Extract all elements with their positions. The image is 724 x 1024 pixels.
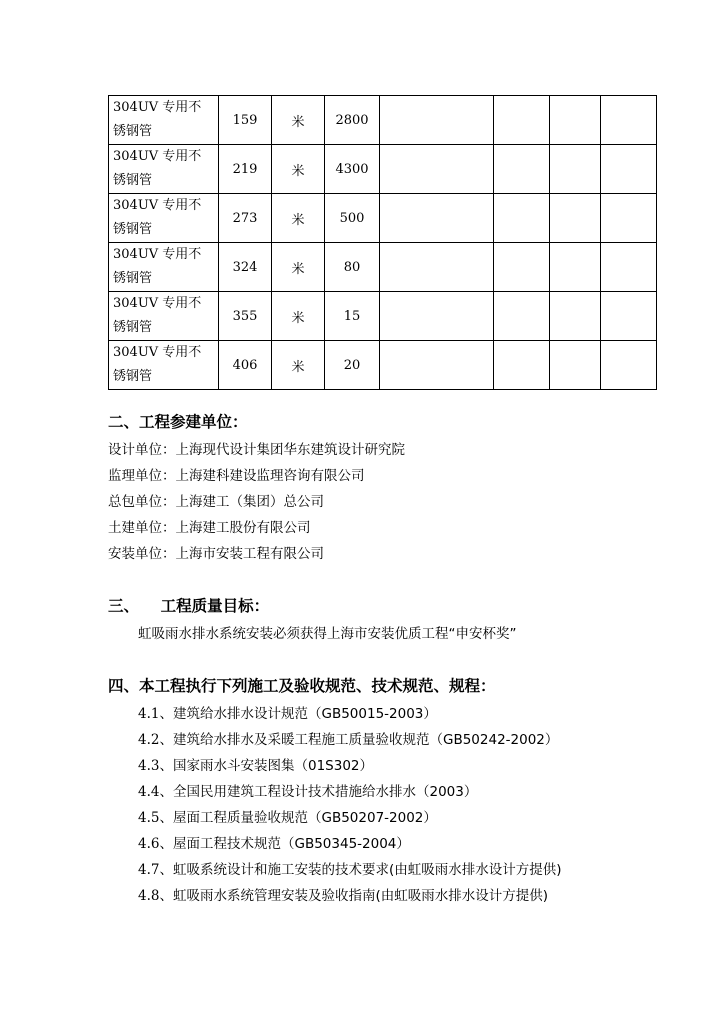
quantity-cell: 4300	[325, 145, 380, 194]
empty-cell	[601, 145, 657, 194]
table-row	[109, 194, 657, 243]
unit-cell: 米	[272, 292, 325, 341]
pipe-name-line1: 304UV 专用不	[113, 149, 202, 164]
empty-cell	[380, 292, 494, 341]
standard-text: 、建筑给水排水设计规范（GB50015-2003）	[159, 706, 437, 722]
section2-line: 安装单位：上海市安装工程有限公司	[108, 546, 324, 562]
pipe-name-line2: 锈钢管	[113, 369, 153, 384]
standard-text: 、虹吸系统设计和施工安装的技术要求(由虹吸雨水排水设计方提供)	[159, 862, 562, 878]
pipe-size-cell: 324	[219, 243, 272, 292]
pipe-name-cell	[109, 96, 219, 145]
pipe-name-line2: 锈钢管	[113, 124, 153, 139]
pipe-name-cell	[109, 243, 219, 292]
table-row	[109, 243, 657, 292]
empty-cell	[601, 341, 657, 390]
quantity-cell: 500	[325, 194, 380, 243]
empty-cell	[601, 292, 657, 341]
section2-line: 设计单位：上海现代设计集团华东建筑设计研究院	[108, 442, 405, 458]
pipe-name-line1: 304UV 专用不	[113, 345, 202, 360]
quantity-cell: 20	[325, 341, 380, 390]
standard-item	[138, 728, 558, 748]
empty-cell	[550, 341, 601, 390]
quantity-cell: 80	[325, 243, 380, 292]
empty-cell	[494, 194, 550, 243]
table-row	[109, 145, 657, 194]
standard-number: 4.7	[138, 862, 160, 878]
standard-text: 、屋面工程质量验收规范（GB50207-2002）	[159, 810, 437, 826]
section2-line: 土建单位：上海建工股份有限公司	[108, 520, 311, 536]
unit-cell: 米	[272, 145, 325, 194]
pipe-name-line2: 锈钢管	[113, 271, 153, 286]
empty-cell	[494, 96, 550, 145]
empty-cell	[550, 243, 601, 292]
standard-number: 4.5	[138, 810, 160, 826]
standard-item	[138, 754, 373, 774]
empty-cell	[550, 194, 601, 243]
pipe-name-line2: 锈钢管	[113, 320, 153, 335]
pipe-name-line1: 304UV 专用不	[113, 296, 202, 311]
section2-line: 监理单位：上海建科建设监理咨询有限公司	[108, 468, 365, 484]
standard-text: 、国家雨水斗安装图集（01S302）	[159, 758, 373, 774]
standard-number: 4.4	[138, 784, 160, 800]
empty-cell	[380, 194, 494, 243]
pipe-name-cell	[109, 341, 219, 390]
pipe-size-cell: 159	[219, 96, 272, 145]
unit-cell: 米	[272, 96, 325, 145]
pipe-name-line2: 锈钢管	[113, 222, 153, 237]
section4-heading: 四、本工程执行下列施工及验收规范、技术规范、规程：	[108, 677, 496, 695]
pipe-name-cell	[109, 292, 219, 341]
standard-item	[138, 780, 477, 800]
pipe-size-cell: 406	[219, 341, 272, 390]
empty-cell	[380, 341, 494, 390]
standard-text: 、全国民用建筑工程设计技术措施给水排水（2003）	[159, 784, 478, 800]
empty-cell	[550, 145, 601, 194]
pipe-spec-table	[108, 95, 657, 390]
unit-cell: 米	[272, 194, 325, 243]
quantity-cell: 2800	[325, 96, 380, 145]
table-row	[109, 292, 657, 341]
empty-cell	[601, 243, 657, 292]
standard-item	[138, 806, 437, 826]
empty-cell	[550, 292, 601, 341]
empty-cell	[380, 243, 494, 292]
pipe-name-line1: 304UV 专用不	[113, 100, 202, 115]
empty-cell	[380, 145, 494, 194]
empty-cell	[380, 96, 494, 145]
empty-cell	[494, 292, 550, 341]
section2-line: 总包单位：上海建工（集团）总公司	[108, 494, 324, 510]
standard-number: 4.3	[138, 758, 160, 774]
pipe-name-cell	[109, 194, 219, 243]
section3-heading: 三、 工程质量目标：	[108, 597, 270, 615]
table-row	[109, 341, 657, 390]
empty-cell	[494, 243, 550, 292]
section3-text: 虹吸雨水排水系统安装必须获得上海市安装优质工程“申安杯奖”	[138, 626, 517, 642]
pipe-name-line1: 304UV 专用不	[113, 198, 202, 213]
section2-heading: 二、工程参建单位：	[108, 413, 248, 431]
pipe-name-line2: 锈钢管	[113, 173, 153, 188]
empty-cell	[601, 96, 657, 145]
standard-text: 、虹吸雨水系统管理安装及验收指南(由虹吸雨水排水设计方提供)	[159, 888, 549, 904]
standard-item	[138, 858, 562, 878]
pipe-size-cell: 273	[219, 194, 272, 243]
standard-text: 、屋面工程技术规范（GB50345-2004）	[159, 836, 410, 852]
standard-item	[138, 884, 548, 904]
empty-cell	[550, 96, 601, 145]
standard-number: 4.2	[138, 732, 160, 748]
empty-cell	[601, 194, 657, 243]
standard-number: 4.6	[138, 836, 160, 852]
standard-number: 4.1	[138, 706, 160, 722]
quantity-cell: 15	[325, 292, 380, 341]
standard-number: 4.8	[138, 888, 160, 904]
unit-cell: 米	[272, 341, 325, 390]
pipe-size-cell: 219	[219, 145, 272, 194]
pipe-name-cell	[109, 145, 219, 194]
table-row	[109, 96, 657, 145]
pipe-size-cell: 355	[219, 292, 272, 341]
pipe-name-line1: 304UV 专用不	[113, 247, 202, 262]
empty-cell	[494, 145, 550, 194]
standard-item	[138, 702, 437, 722]
standard-item	[138, 832, 410, 852]
empty-cell	[494, 341, 550, 390]
standard-text: 、建筑给水排水及采暖工程施工质量验收规范（GB50242-2002）	[159, 732, 559, 748]
unit-cell: 米	[272, 243, 325, 292]
